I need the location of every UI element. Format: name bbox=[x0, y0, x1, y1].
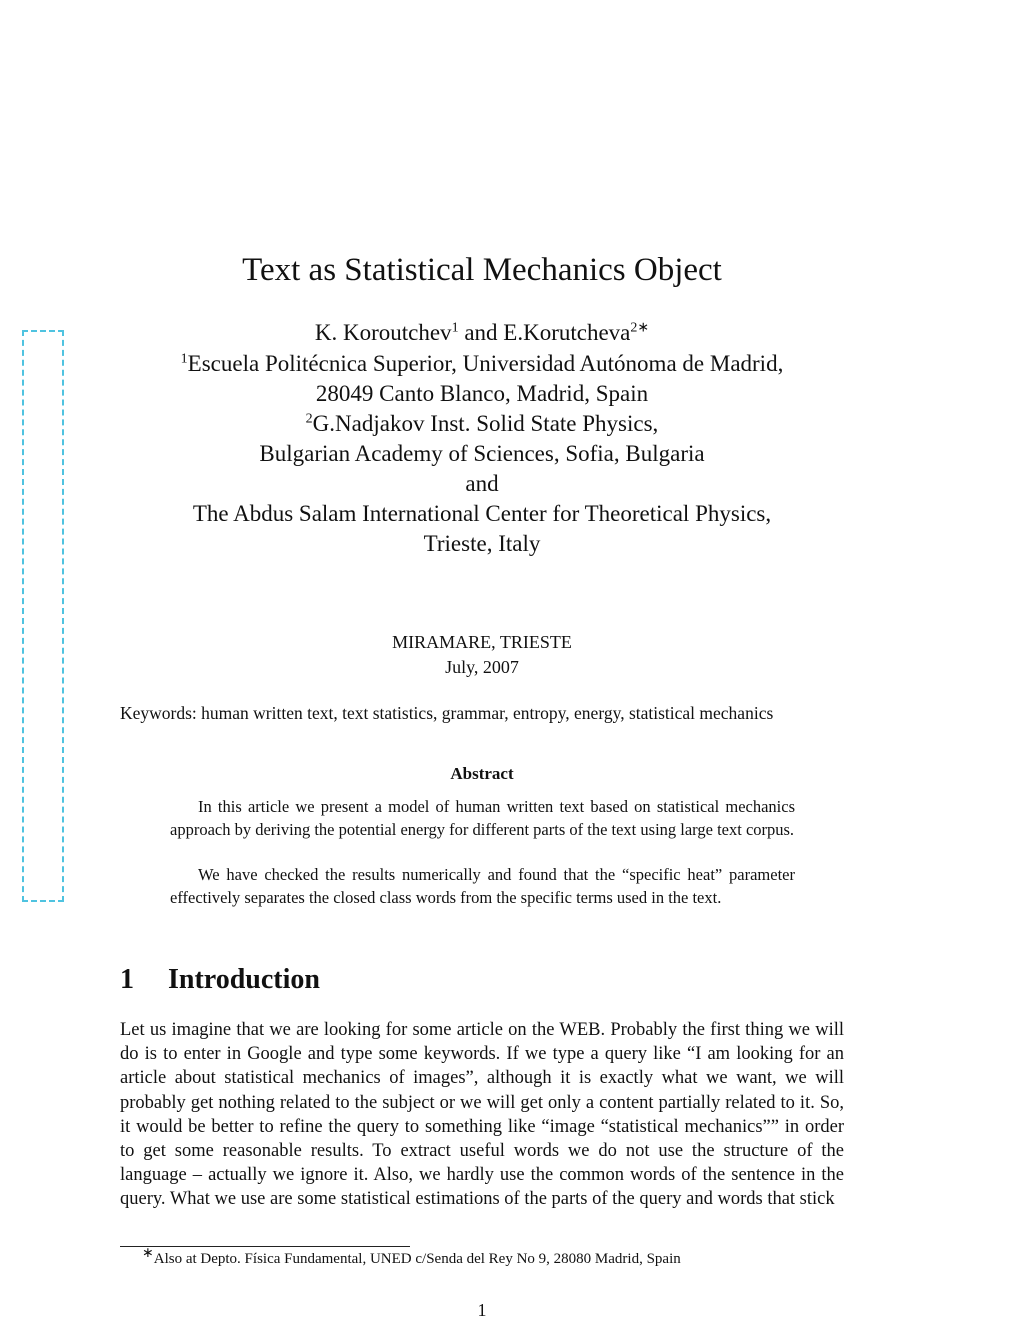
affiliation-2-line-2: Bulgarian Academy of Sciences, Sofia, Bulgaria bbox=[259, 441, 705, 466]
affiliation-3-line-2: Trieste, Italy bbox=[423, 531, 541, 556]
page-number: 1 bbox=[477, 1300, 487, 1320]
affiliation-1-sup: 1 bbox=[180, 351, 188, 367]
footnote-mark: ∗ bbox=[142, 1246, 154, 1261]
author-line bbox=[0, 318, 964, 348]
footnote-rule bbox=[120, 1246, 410, 1247]
abstract-paragraph-2: We have checked the results numerically and found that the “specific heat” parameter effectively separates the closed class words from the specific terms used in the text. bbox=[170, 865, 795, 907]
affiliation-3-line-1: The Abdus Salam International Center for Theoretical Physics, bbox=[192, 501, 772, 526]
author-2-sup: 2∗ bbox=[630, 320, 650, 336]
abstract-heading: Abstract bbox=[450, 764, 514, 783]
affiliation-and: and bbox=[465, 471, 499, 496]
footnote-text: Also at Depto. Física Fundamental, UNED c/Senda del Rey No 9, 28080 Madrid, Spain bbox=[153, 1251, 681, 1267]
author-1-sup: 1 bbox=[451, 320, 459, 336]
affiliation-1-line-1: $^1$Escuela Politécnica Superior, Universidad Autónoma de Madrid, bbox=[180, 351, 784, 376]
place: MIRAMARE, TRIESTE bbox=[392, 632, 572, 652]
section-heading bbox=[120, 964, 320, 996]
section-number: 1 bbox=[120, 964, 134, 995]
author-and: and bbox=[458, 320, 504, 345]
keywords: Keywords: human written text, text statistics, grammar, entropy, energy, statistical mechanics bbox=[120, 703, 774, 723]
footnote bbox=[142, 1246, 681, 1268]
section-title: Introduction bbox=[168, 964, 320, 995]
affiliation-2-line-1: $^2$G.Nadjakov Inst. Solid State Physics, bbox=[305, 411, 659, 436]
author-1: K. Koroutchev bbox=[314, 320, 452, 345]
affiliation-2-sup: 2 bbox=[305, 411, 313, 427]
author-2: E.Korutcheva bbox=[503, 320, 631, 345]
paper-title: Text as Statistical Mechanics Object bbox=[242, 252, 722, 288]
introduction-paragraph: Let us imagine that we are looking for some article on the WEB. Probably the first thing we will do is to enter in Google and type some keywords. If we type a query like “I am looking for an article about statistical mechanics of images”, although it is exactly what we want, we will probably get nothing related to the subject or we will get only a content partially related to it. So, it would be better to refine the query to something like “image “statistical mechanics”” in order to get some reasonable results. To extract useful words we do not use the structure of the language – actually we ignore it. Also, we hardly use the common words of the sentence in the query. What we use are some statistical estimations of the parts of the query and words that stick bbox=[120, 1020, 844, 1210]
abstract-paragraph-1: In this article we present a model of human written text based on statistical mechanics approach by deriving the potential energy for different parts of the text using large text corpus. bbox=[170, 797, 795, 839]
affiliation-1-line-2: 28049 Canto Blanco, Madrid, Spain bbox=[315, 381, 649, 406]
date: July, 2007 bbox=[445, 657, 519, 677]
